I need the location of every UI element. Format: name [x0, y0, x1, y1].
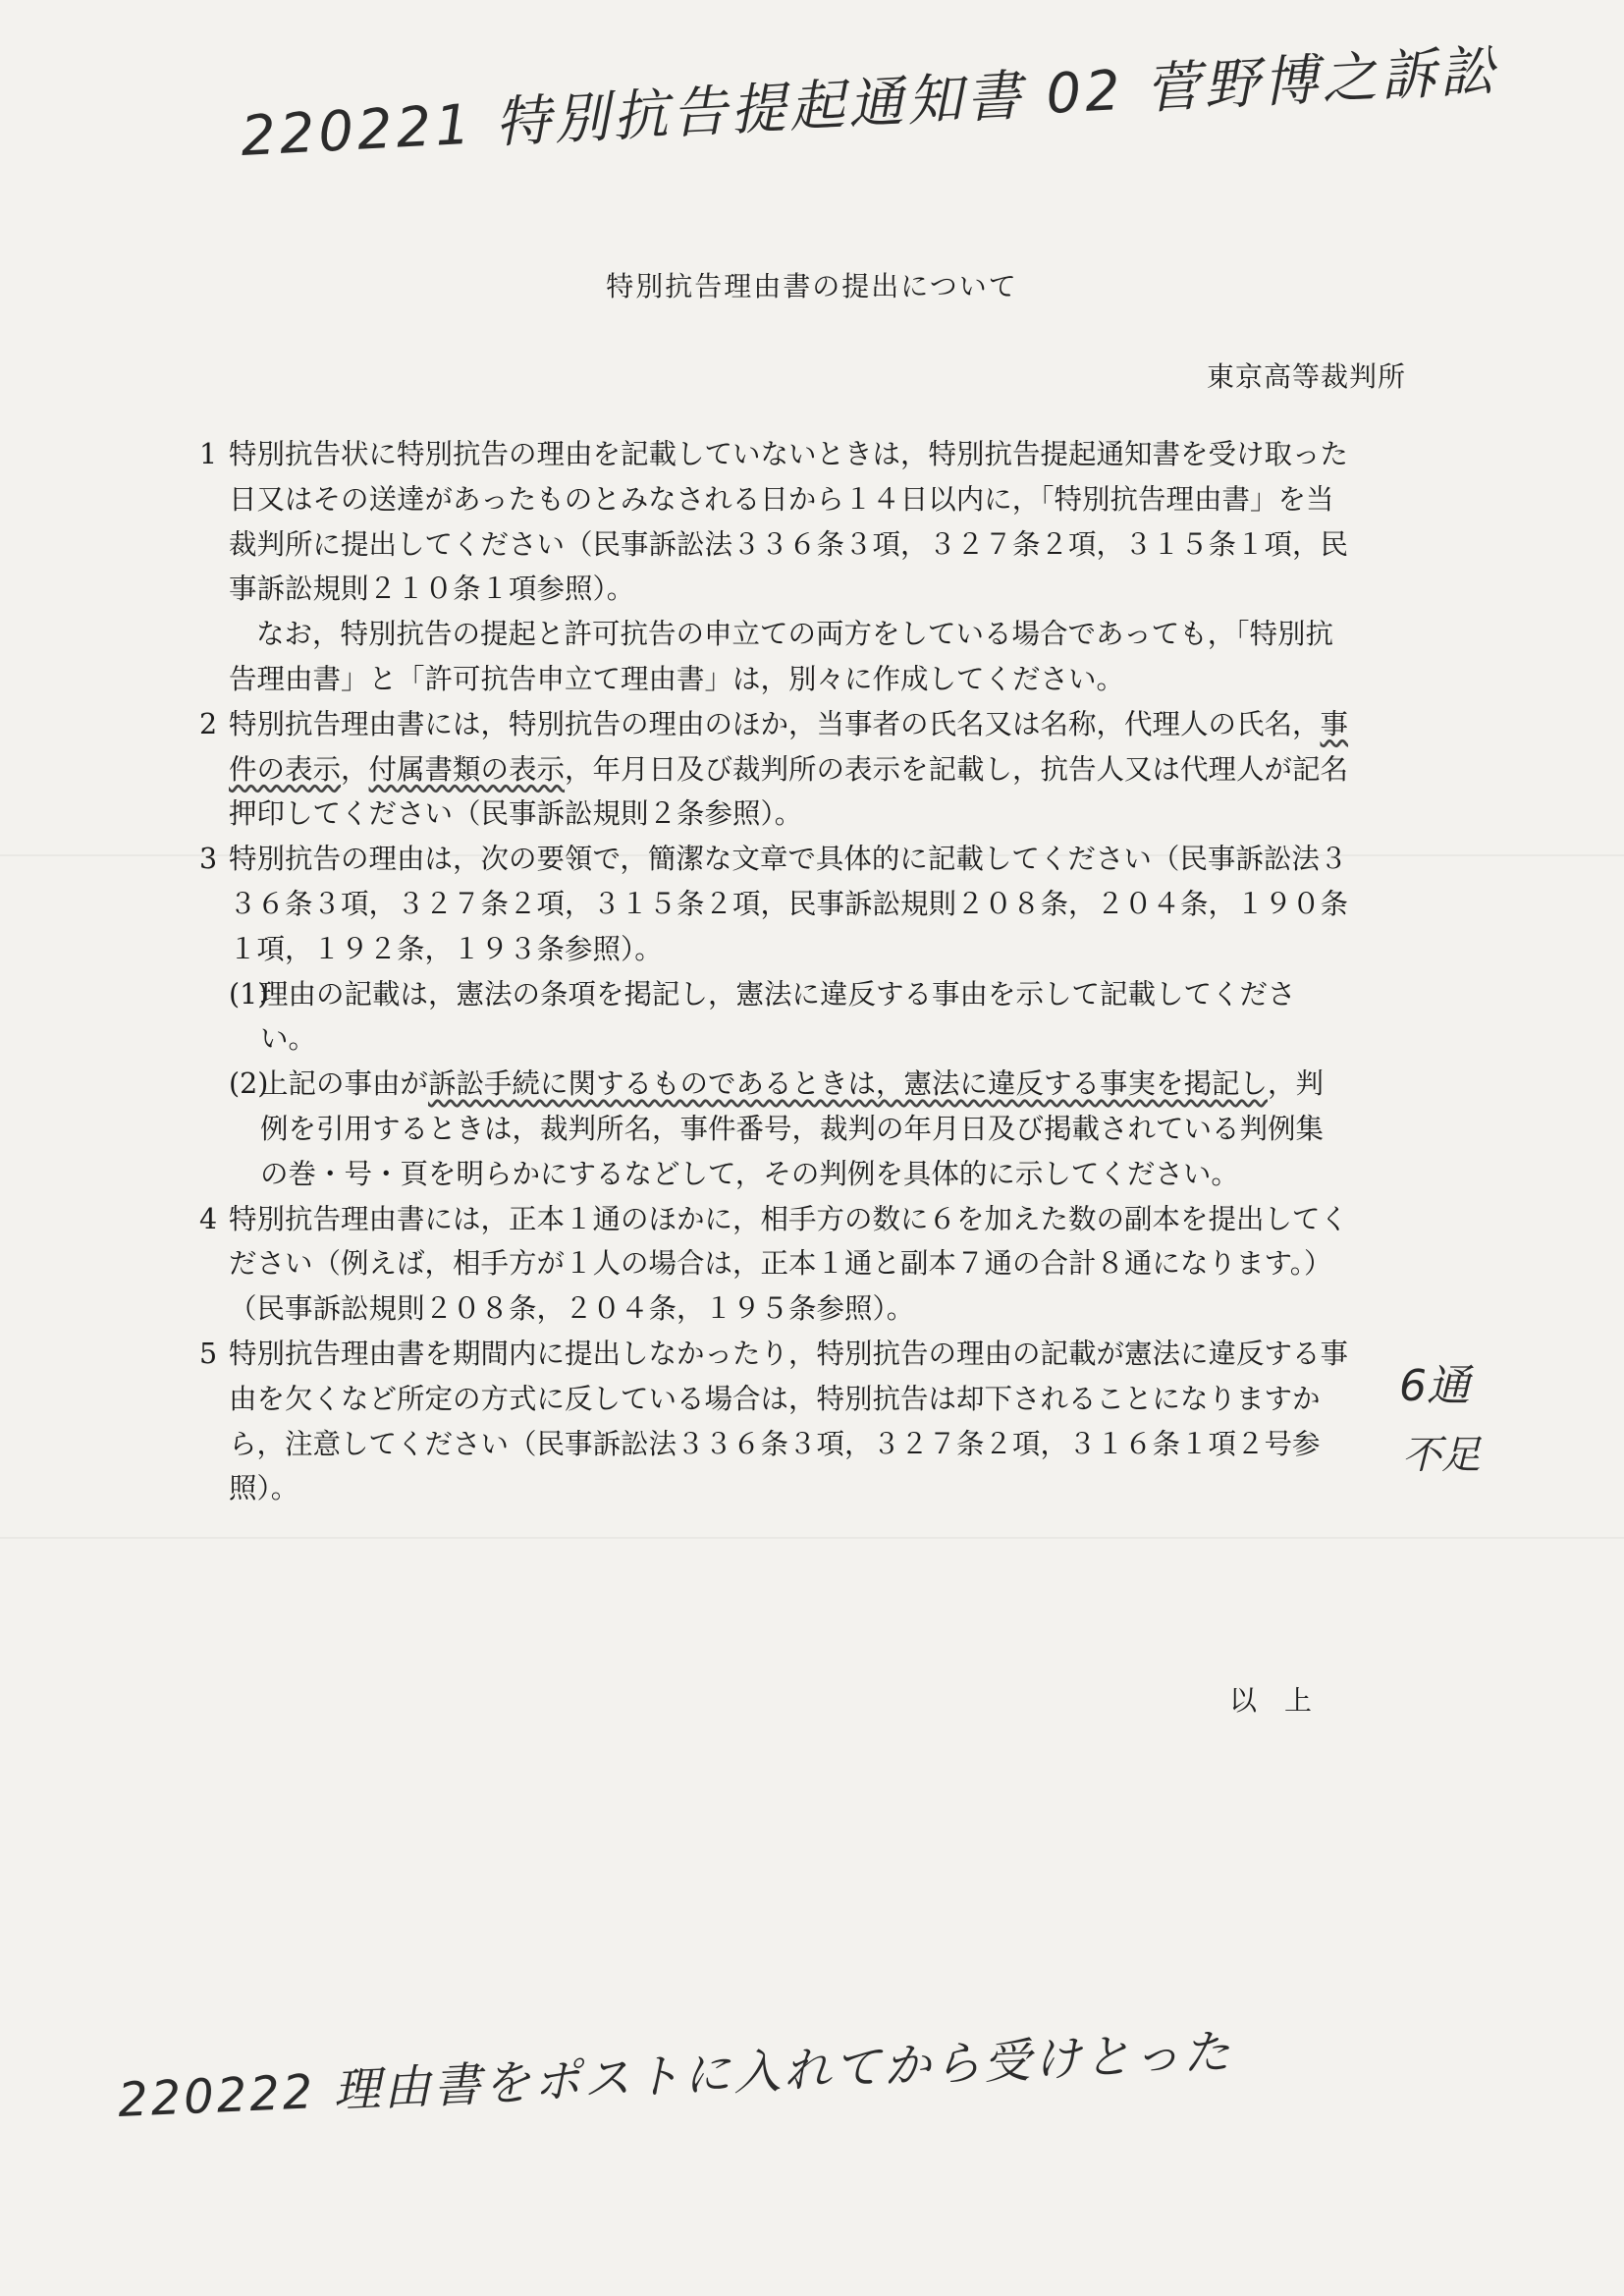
item-text-part: ，年月日及び裁判所の表示を記載し，抗告人又は代理人が記名押印してください（民事訴訟規則２条参照）。: [229, 752, 1349, 831]
sub-item-text-part: 上記の事由が: [260, 1067, 429, 1101]
item-number: 3: [199, 843, 218, 876]
item-number: 1: [199, 438, 218, 470]
document-title: 特別抗告理由書の提出について: [606, 270, 1018, 302]
item-text-part: 特別抗告理由書には，特別抗告の理由のほか，当事者の氏名又は名称，代理人の氏名，: [229, 707, 1321, 740]
sub-item-2: [201, 1062, 1350, 1196]
sub-item-1: [201, 972, 1350, 1063]
closing-mark: 以上: [1228, 1684, 1339, 1717]
underlined-text: 訴訟手続に関するものであるときは，憲法に違反する事実を掲記し: [428, 1067, 1269, 1101]
paper-fold: [0, 1537, 1624, 1539]
item-number: 2: [199, 707, 218, 740]
list-item-4: [201, 1197, 1350, 1332]
list-item-1: [201, 432, 1350, 702]
list-item-2: [201, 702, 1350, 837]
underlined-text: 事件の表示: [229, 707, 1349, 786]
document-body: [201, 432, 1350, 1511]
issuing-court: 東京高等裁判所: [1206, 360, 1406, 393]
item-text: [229, 702, 1350, 837]
underlined-text: 付属書類の表示: [368, 752, 566, 786]
item-note: なお，特別抗告の提起と許可抗告の申立ての両方をしている場合であっても，「特別抗告理由書」と「許可抗告申立て理由書」は，別々に作成してください。: [229, 618, 1333, 695]
item-text: 特別抗告状に特別抗告の理由を記載していないときは，特別抗告提起通知書を受け取った日又はその送達があったものとみなされる日から１４日以内に，「特別抗告理由書」を当裁判所に提出してください（民事訴訟法３３６条３項，３２７条２項，３１５条１項，民事訴訟規則２１０条１項参照）。: [229, 438, 1349, 606]
item-text: 特別抗告理由書を期間内に提出しなかったり，特別抗告の理由の記載が憲法に違反する事由を欠くなど所定の方式に反している場合は，特別抗告は却下されることになりますから，注意してください（民事訴訟法３３６条３項，３２７条２項，３１６条１項２号参照）。: [229, 1337, 1349, 1505]
item-text-part: ，: [341, 752, 369, 786]
list-item-3: [201, 837, 1350, 971]
sub-item-text-part: ，判例を引用するときは，裁判所名，事件番号，裁判の年月日及び掲載されている判例集の巻・号・頁を明らかにするなどして，その判例を具体的に示してください。: [260, 1067, 1325, 1190]
item-text: 特別抗告の理由は，次の要領で，簡潔な文章で具体的に記載してください（民事訴訟法３３６条３項，３２７条２項，３１５条２項，民事訴訟規則２０８条，２０４条，１９０条１項，１９２条，１９３条参照）。: [229, 843, 1349, 965]
item-number: 4: [199, 1202, 218, 1235]
handwritten-note-bottom: 220222 理由書をポストに入れてから受けとった: [116, 2024, 1234, 2128]
sub-item-text: [260, 1062, 1350, 1196]
sub-item-text: 理由の記載は，憲法の条項を掲記し，憲法に違反する事由を示して記載してください。: [260, 977, 1296, 1056]
handwritten-margin-note: 6通: [1399, 1361, 1470, 1411]
item-number: 5: [199, 1337, 218, 1370]
item-text: 特別抗告理由書には，正本１通のほかに，相手方の数に６を加えた数の副本を提出してください（例えば，相手方が１人の場合は，正本１通と副本７通の合計８通になります。）（民事訴訟規則２０８条，２０４条，１９５条参照）。: [229, 1202, 1349, 1326]
sub-item-number: (1): [229, 977, 269, 1011]
handwritten-margin-note: 不足: [1402, 1433, 1481, 1478]
sub-item-number: (2): [229, 1067, 269, 1101]
list-item-5: [201, 1332, 1350, 1511]
handwritten-note-top: 220221 特別抗告提起通知書 02 菅野博之訴訟: [239, 38, 1500, 169]
